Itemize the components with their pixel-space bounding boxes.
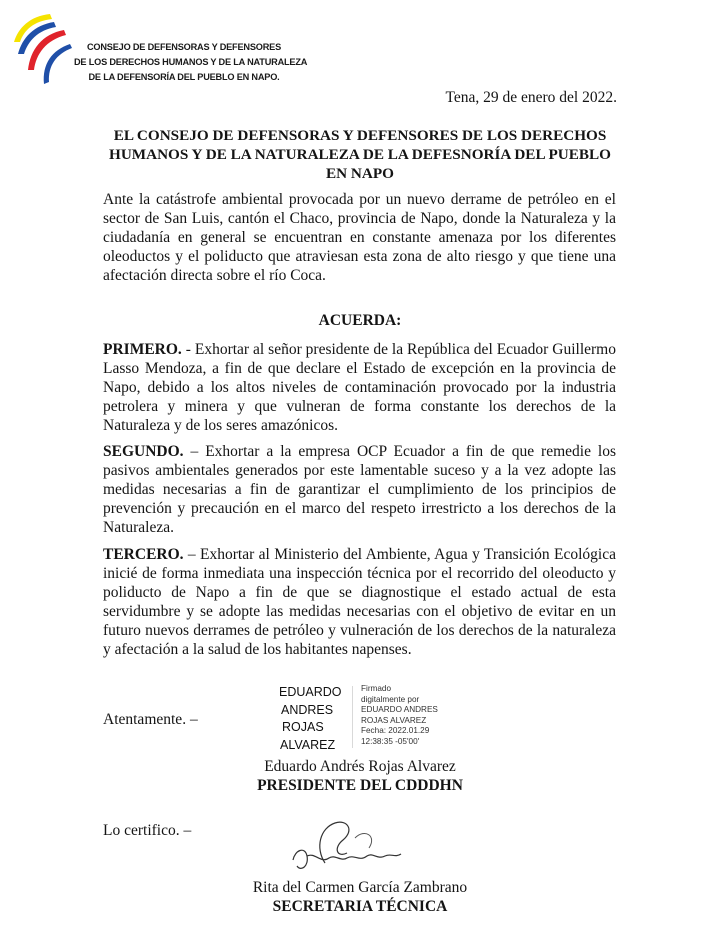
signature-divider bbox=[352, 686, 353, 748]
signature-name-line: ANDRES bbox=[281, 702, 334, 717]
resolution-segundo bbox=[103, 442, 616, 537]
resolution-primero bbox=[103, 340, 616, 435]
signer-role: PRESIDENTE DEL CDDDHN bbox=[257, 777, 463, 794]
resolution-text: - Exhortar al señor presidente de la República del Ecuador Guillermo Lasso Mendoza, a fin de que declare el Estado de excepción en la provincia de Napo, debido a los altos niveles de contaminación provocado por la industria petrolera y minera y que vulneran de forma constante los derechos de la Naturaleza y de los seres amazónicos. bbox=[103, 341, 616, 435]
closing-text: Atentamente. – bbox=[103, 711, 198, 728]
document-date: Tena, 29 de enero del 2022. bbox=[445, 89, 617, 106]
org-header bbox=[74, 40, 308, 85]
org-header-line: DE LOS DERECHOS HUMANOS Y DE LA NATURALEZA bbox=[74, 57, 308, 67]
org-header-line: CONSEJO DE DEFENSORAS Y DEFENSORES bbox=[86, 42, 281, 52]
signature-meta-line: 12:38:35 -05'00' bbox=[361, 736, 420, 746]
resolution-label: TERCERO. bbox=[103, 546, 184, 563]
signature-meta-line: Firmado bbox=[361, 684, 392, 693]
resolution-text: – Exhortar a la empresa OCP Ecuador a fin de que remedie los pasivos ambientales generados por este lamentable suceso y a la vez adopte las medidas necesarias a fin de garantizar el cumplimiento de los principios de prevención y precaución en el marco del respeto irrestricto a los derechos de la Naturaleza. bbox=[103, 443, 616, 537]
resolution-tercero bbox=[103, 545, 616, 660]
signature-name-line: ROJAS bbox=[282, 720, 324, 735]
resolution-label: SEGUNDO. bbox=[103, 443, 184, 460]
signature-name-line: ALVAREZ bbox=[280, 737, 336, 752]
document-title: EL CONSEJO DE DEFENSORAS Y DEFENSORES DE LOS DERECHOS HUMANOS Y DE LA NATURALEZA DE LA DEFESNORÍA DEL PUEBLO EN NAPO bbox=[109, 127, 611, 182]
handwritten-signature bbox=[285, 808, 410, 888]
org-header-line: DE LA DEFENSORÍA DEL PUEBLO EN NAPO. bbox=[88, 72, 280, 82]
signer-name: Eduardo Andrés Rojas Alvarez bbox=[264, 758, 456, 775]
resolution-text: – Exhortar al Ministerio del Ambiente, Agua y Transición Ecológica inicié de forma inmediata una inspección técnica por el recorrido del oleoducto y poliducto de Napo a fin de que se diagnostique el estado actual de esta servidumbre y se adopte las medidas necesarias con el objetivo de evitar en un futuro nuevos derrames de petróleo y vulneración de los derechos de la naturaleza y afectación a la salud de los habitantes napenses. bbox=[103, 546, 616, 659]
secretary-name: Rita del Carmen García Zambrano bbox=[252, 879, 468, 896]
logo-blue-stripe-2 bbox=[44, 44, 72, 84]
signature-meta-line: ROJAS ALVAREZ bbox=[361, 715, 427, 725]
signature-name-line: EDUARDO bbox=[279, 685, 342, 699]
signature-meta-line: digitalmente por bbox=[361, 694, 420, 704]
acuerda-heading: ACUERDA: bbox=[318, 312, 402, 329]
secretary-role: SECRETARIA TÉCNICA bbox=[272, 898, 448, 915]
certify-text: Lo certifico. – bbox=[103, 822, 192, 839]
resolution-label: PRIMERO. bbox=[103, 341, 182, 358]
signature-meta-line: EDUARDO ANDRES bbox=[361, 705, 438, 715]
signature-meta-line: Fecha: 2022.01.29 bbox=[361, 726, 430, 736]
digital-signature-name bbox=[279, 684, 342, 754]
intro-paragraph: Ante la catástrofe ambiental provocada por un nuevo derrame de petróleo en el sector de San Luis, cantón el Chaco, provincia de Napo, donde la Naturaleza y la ciudadanía en general se encuentran en constante amenaza por los diferentes oleoductos y el poliducto que atraviesan esta zona de alto riesgo y que tiene una afectación directa sobre el río Coca. bbox=[103, 191, 616, 285]
digital-signature-meta bbox=[361, 684, 438, 748]
